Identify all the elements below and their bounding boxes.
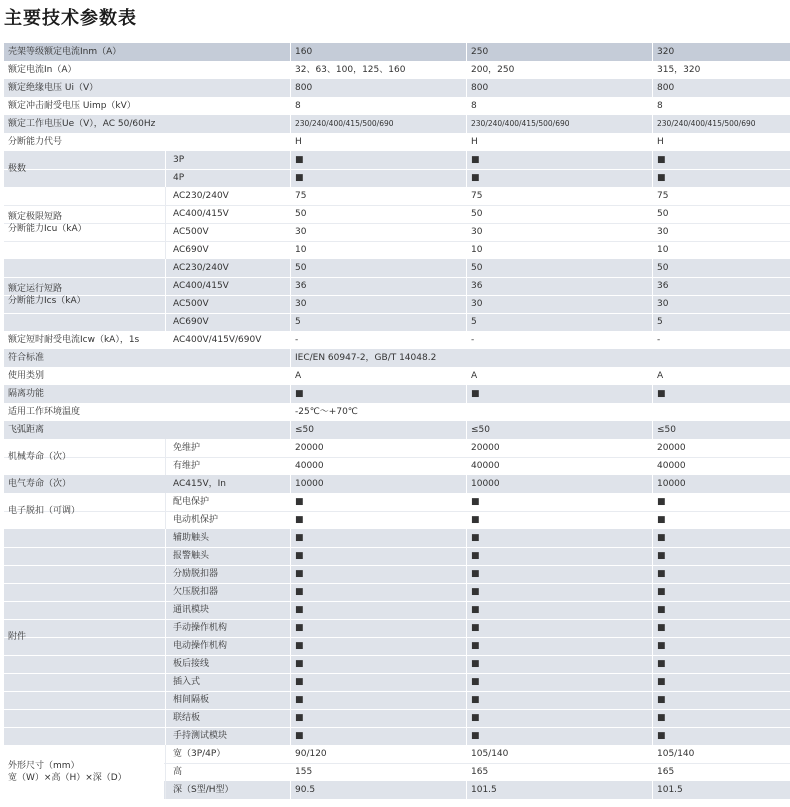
divider bbox=[165, 493, 166, 529]
cell-250: ■ bbox=[466, 619, 652, 637]
group-label-text: 分断能力Ics（kA） bbox=[8, 296, 86, 306]
table-row bbox=[4, 403, 790, 421]
table-row bbox=[4, 331, 790, 349]
cell-320: ■ bbox=[652, 727, 790, 745]
row-label: 额定短时耐受电流Icw（kA），1s bbox=[8, 335, 140, 345]
cell-320: 75 bbox=[652, 187, 790, 205]
cell-320: 30 bbox=[652, 295, 790, 313]
cell-250: 800 bbox=[466, 79, 652, 97]
sub-label: 电动操作机构 bbox=[173, 641, 228, 651]
table-row bbox=[4, 421, 790, 439]
cell-250: ■ bbox=[466, 583, 652, 601]
sub-label: AC500V bbox=[173, 227, 209, 237]
cell-250: ■ bbox=[466, 169, 652, 187]
cell-160: ■ bbox=[290, 673, 466, 691]
cell-320: 320 bbox=[652, 43, 790, 61]
cell-250: 8 bbox=[466, 97, 652, 115]
sub-label: 分励脱扣器 bbox=[173, 569, 219, 579]
cell-250: 250 bbox=[466, 43, 652, 61]
cell-160: ■ bbox=[290, 493, 466, 511]
cell-160: 30 bbox=[290, 223, 466, 241]
sub-label: 有维护 bbox=[173, 461, 201, 471]
sub-label: 板后接线 bbox=[173, 659, 210, 669]
group-label bbox=[4, 151, 164, 187]
cell-320: ■ bbox=[652, 511, 790, 529]
cell-160: 20000 bbox=[290, 439, 466, 457]
divider bbox=[165, 745, 166, 799]
cell-160: 40000 bbox=[290, 457, 466, 475]
sub-label: AC500V bbox=[173, 299, 209, 309]
group-label-text: 电子脱扣（可调） bbox=[8, 506, 81, 516]
cell-250: 50 bbox=[466, 205, 652, 223]
cell-320: 101.5 bbox=[652, 781, 790, 799]
cell-160: A bbox=[290, 367, 466, 385]
group-label-text: 极数 bbox=[8, 164, 27, 174]
cell-160: 50 bbox=[290, 205, 466, 223]
cell-160: ■ bbox=[290, 637, 466, 655]
sub-label: 4P bbox=[173, 173, 185, 183]
cell-250: A bbox=[466, 367, 652, 385]
sub-label: AC400/415V bbox=[173, 281, 229, 291]
cell-320: 230/240/400/415/500/690 bbox=[652, 115, 790, 133]
table-row bbox=[4, 61, 790, 79]
cell-250: ■ bbox=[466, 655, 652, 673]
sub-label: 配电保护 bbox=[173, 497, 210, 507]
cell-320: 165 bbox=[652, 763, 790, 781]
cell-320: ■ bbox=[652, 547, 790, 565]
cell-160: ■ bbox=[290, 151, 466, 169]
cell-160: ■ bbox=[290, 727, 466, 745]
cell-160: 5 bbox=[290, 313, 466, 331]
sub-label: AC415V，In bbox=[173, 479, 226, 489]
cell-160: 90/120 bbox=[290, 745, 466, 763]
page-title: 主要技术参数表 bbox=[4, 8, 137, 29]
cell-320: - bbox=[652, 331, 790, 349]
divider bbox=[165, 259, 166, 331]
group-label-text: 额定运行短路 bbox=[8, 284, 63, 294]
row-label: 壳架等级额定电流Inm（A） bbox=[8, 47, 122, 57]
row-label: 分断能力代号 bbox=[8, 137, 63, 147]
table-row bbox=[4, 79, 790, 97]
cell-160: ■ bbox=[290, 709, 466, 727]
cell-250: 30 bbox=[466, 223, 652, 241]
cell-250: ■ bbox=[466, 565, 652, 583]
cell-160: 230/240/400/415/500/690 bbox=[290, 115, 466, 133]
sub-label: 宽（3P/4P） bbox=[173, 749, 226, 759]
row-label: 额定工作电压Ue（V），AC 50/60Hz bbox=[8, 119, 156, 129]
cell-160: 160 bbox=[290, 43, 466, 61]
cell-320: 50 bbox=[652, 205, 790, 223]
cell-160: - bbox=[290, 331, 466, 349]
cell-160: 30 bbox=[290, 295, 466, 313]
group-label-text: 外形尺寸（mm） bbox=[8, 761, 80, 771]
cell-250: 105/140 bbox=[466, 745, 652, 763]
sub-label: 报警触头 bbox=[173, 551, 210, 561]
cell-250: ■ bbox=[466, 637, 652, 655]
cell-temperature: -25℃～+70℃ bbox=[290, 403, 790, 421]
row-label: 电气寿命（次） bbox=[8, 479, 72, 489]
cell-250: 200，250 bbox=[466, 61, 652, 79]
group-label-text: 附件 bbox=[8, 632, 27, 642]
sub-label: 3P bbox=[173, 155, 185, 165]
cell-320: ■ bbox=[652, 709, 790, 727]
cell-320: 105/140 bbox=[652, 745, 790, 763]
cell-320: ■ bbox=[652, 655, 790, 673]
cell-160: ■ bbox=[290, 169, 466, 187]
cell-320: ■ bbox=[652, 169, 790, 187]
cell-320: ■ bbox=[652, 493, 790, 511]
cell-250: ■ bbox=[466, 709, 652, 727]
cell-250: ■ bbox=[466, 691, 652, 709]
group-label bbox=[4, 259, 164, 331]
group-label-text: 机械寿命（次） bbox=[8, 452, 72, 462]
group-label bbox=[4, 187, 164, 259]
table-row bbox=[4, 349, 790, 367]
cell-320: ■ bbox=[652, 637, 790, 655]
cell-160: 32、63、100，125、160 bbox=[290, 61, 466, 79]
cell-320: ■ bbox=[652, 673, 790, 691]
cell-160: 155 bbox=[290, 763, 466, 781]
cell-250: 40000 bbox=[466, 457, 652, 475]
cell-250: 5 bbox=[466, 313, 652, 331]
sub-label: AC400V/415V/690V bbox=[173, 335, 262, 345]
cell-250: 30 bbox=[466, 295, 652, 313]
cell-250: ■ bbox=[466, 601, 652, 619]
cell-160: 10 bbox=[290, 241, 466, 259]
cell-250: ■ bbox=[466, 151, 652, 169]
table-row bbox=[4, 133, 790, 151]
sub-label: 欠压脱扣器 bbox=[173, 587, 219, 597]
divider bbox=[165, 529, 166, 745]
cell-250: 20000 bbox=[466, 439, 652, 457]
cell-320: ■ bbox=[652, 565, 790, 583]
row-label: 符合标准 bbox=[8, 353, 45, 363]
divider bbox=[165, 151, 166, 187]
cell-250: ■ bbox=[466, 727, 652, 745]
sub-label: 插入式 bbox=[173, 677, 201, 687]
cell-160: 75 bbox=[290, 187, 466, 205]
cell-250: ■ bbox=[466, 529, 652, 547]
row-label: 飞弧距离 bbox=[8, 425, 45, 435]
group-label bbox=[4, 529, 164, 745]
cell-320: ■ bbox=[652, 601, 790, 619]
sub-label: 高 bbox=[173, 767, 183, 777]
cell-160: H bbox=[290, 133, 466, 151]
table-row bbox=[4, 475, 790, 493]
cell-160: ■ bbox=[290, 385, 466, 403]
row-label: 额定电流In（A） bbox=[8, 65, 77, 75]
cell-250: 36 bbox=[466, 277, 652, 295]
cell-160: 90.5 bbox=[290, 781, 466, 799]
group-label-text: 分断能力Icu（kA） bbox=[8, 224, 87, 234]
cell-320: 10000 bbox=[652, 475, 790, 493]
cell-160: ■ bbox=[290, 583, 466, 601]
cell-320: 5 bbox=[652, 313, 790, 331]
table-row bbox=[4, 367, 790, 385]
cell-250: ≤50 bbox=[466, 421, 652, 439]
cell-160: ■ bbox=[290, 529, 466, 547]
group-label-text: 额定极限短路 bbox=[8, 212, 63, 222]
cell-320: A bbox=[652, 367, 790, 385]
cell-160: ■ bbox=[290, 511, 466, 529]
cell-250: ■ bbox=[466, 493, 652, 511]
cell-250: ■ bbox=[466, 673, 652, 691]
sub-label: 联结板 bbox=[173, 713, 201, 723]
cell-320: 8 bbox=[652, 97, 790, 115]
cell-160: ■ bbox=[290, 565, 466, 583]
cell-160: ■ bbox=[290, 655, 466, 673]
cell-160: ■ bbox=[290, 619, 466, 637]
cell-250: 10 bbox=[466, 241, 652, 259]
row-label: 额定冲击耐受电压 Uimp（kV） bbox=[8, 101, 136, 111]
row-label: 使用类别 bbox=[8, 371, 45, 381]
sub-label: AC690V bbox=[173, 245, 209, 255]
cell-320: 20000 bbox=[652, 439, 790, 457]
cell-160: 10000 bbox=[290, 475, 466, 493]
cell-250: ■ bbox=[466, 547, 652, 565]
cell-320: ■ bbox=[652, 385, 790, 403]
sub-label: 电动机保护 bbox=[173, 515, 219, 525]
table-row bbox=[4, 43, 790, 61]
cell-160: ■ bbox=[290, 691, 466, 709]
cell-250: ■ bbox=[466, 511, 652, 529]
sub-label: 通讯模块 bbox=[173, 605, 210, 615]
sub-label: 手动操作机构 bbox=[173, 623, 228, 633]
cell-160: 8 bbox=[290, 97, 466, 115]
cell-standard: IEC/EN 60947-2，GB/T 14048.2 bbox=[290, 349, 790, 367]
cell-250: 50 bbox=[466, 259, 652, 277]
sub-label: 深（S型/H型） bbox=[173, 785, 234, 795]
cell-320: ≤50 bbox=[652, 421, 790, 439]
cell-160: ≤50 bbox=[290, 421, 466, 439]
cell-320: ■ bbox=[652, 151, 790, 169]
cell-320: ■ bbox=[652, 583, 790, 601]
table-row bbox=[4, 97, 790, 115]
group-label bbox=[4, 439, 164, 475]
cell-320: ■ bbox=[652, 619, 790, 637]
group-label-text: 宽（W）×高（H）×深（D） bbox=[8, 773, 127, 783]
sub-label: 相间隔板 bbox=[173, 695, 210, 705]
cell-320: 36 bbox=[652, 277, 790, 295]
cell-250: 230/240/400/415/500/690 bbox=[466, 115, 652, 133]
sub-label: 辅助触头 bbox=[173, 533, 210, 543]
cell-250: 10000 bbox=[466, 475, 652, 493]
divider bbox=[165, 187, 166, 259]
group-label bbox=[4, 493, 164, 529]
table-row bbox=[4, 115, 790, 133]
cell-320: 50 bbox=[652, 259, 790, 277]
sub-label: AC690V bbox=[173, 317, 209, 327]
cell-160: ■ bbox=[290, 601, 466, 619]
cell-320: ■ bbox=[652, 529, 790, 547]
cell-160: 36 bbox=[290, 277, 466, 295]
divider bbox=[165, 439, 166, 475]
cell-160: ■ bbox=[290, 547, 466, 565]
cell-250: 165 bbox=[466, 763, 652, 781]
sub-label: 手持测试模块 bbox=[173, 731, 228, 741]
table-row bbox=[4, 385, 790, 403]
sub-label: AC230/240V bbox=[173, 191, 229, 201]
cell-320: ■ bbox=[652, 691, 790, 709]
cell-250: 101.5 bbox=[466, 781, 652, 799]
cell-250: H bbox=[466, 133, 652, 151]
cell-160: 800 bbox=[290, 79, 466, 97]
cell-250: ■ bbox=[466, 385, 652, 403]
row-label: 额定绝缘电压 Ui（V） bbox=[8, 83, 99, 93]
sub-label: 免维护 bbox=[173, 443, 201, 453]
row-label: 隔离功能 bbox=[8, 389, 45, 399]
cell-320: 40000 bbox=[652, 457, 790, 475]
cell-320: 30 bbox=[652, 223, 790, 241]
cell-320: 10 bbox=[652, 241, 790, 259]
cell-320: 800 bbox=[652, 79, 790, 97]
cell-250: 75 bbox=[466, 187, 652, 205]
sub-label: AC230/240V bbox=[173, 263, 229, 273]
cell-320: 315，320 bbox=[652, 61, 790, 79]
sub-label: AC400/415V bbox=[173, 209, 229, 219]
cell-250: - bbox=[466, 331, 652, 349]
group-label bbox=[4, 745, 164, 799]
row-label: 适用工作环境温度 bbox=[8, 407, 81, 417]
cell-160: 50 bbox=[290, 259, 466, 277]
cell-320: H bbox=[652, 133, 790, 151]
